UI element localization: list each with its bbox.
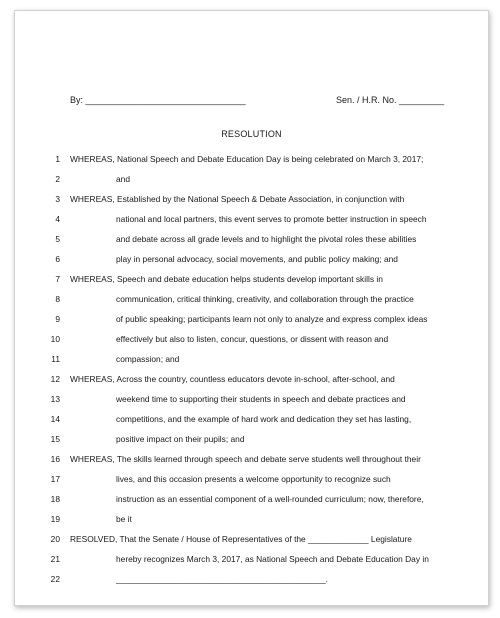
line-text: play in personal advocacy, social movements, and public policy making; and — [116, 254, 398, 264]
line-number: 5 — [55, 234, 60, 244]
sponsor-line: By: ________________________________ — [70, 95, 246, 105]
line-text: instruction as an essential component of a well-rounded curriculum; now, therefore, — [116, 494, 424, 504]
line-number: 15 — [50, 434, 60, 444]
line-text: WHEREAS, Across the country, countless educators devote in-school, after-school, and — [70, 374, 395, 384]
line-text: and — [116, 174, 130, 184]
line-text: WHEREAS, The skills learned through speech and debate serve students well throughout their — [70, 454, 421, 464]
line-number: 18 — [50, 494, 60, 504]
line-text: competitions, and the example of hard work and dedication they set has lasting, — [116, 414, 412, 424]
line-text: RESOLVED, That the Senate / House of Representatives of the _____________ Legislature — [70, 534, 412, 544]
line-number: 14 — [50, 414, 60, 424]
line-text: WHEREAS, Speech and debate education helps students develop important skills in — [70, 274, 383, 284]
line-number: 6 — [55, 254, 60, 264]
line-number: 10 — [50, 334, 60, 344]
line-number: 11 — [51, 354, 60, 364]
line-text: WHEREAS, National Speech and Debate Education Day is being celebrated on March 3, 2017; — [70, 154, 424, 164]
line-text: weekend time to supporting their students in speech and debate practices and — [116, 394, 406, 404]
line-text: compassion; and — [116, 354, 180, 364]
resolution-title: RESOLUTION — [221, 129, 282, 139]
line-text: WHEREAS, Established by the National Speech & Debate Association, in conjunction with — [70, 194, 405, 204]
line-number: 4 — [55, 214, 60, 224]
bill-number-line: Sen. / H.R. No. _________ — [336, 95, 445, 105]
line-text: national and local partners, this event serves to promote better instruction in speech — [116, 214, 427, 224]
line-number: 22 — [50, 574, 60, 584]
line-number: 8 — [55, 294, 60, 304]
line-number: 16 — [50, 454, 60, 464]
line-text: be it — [116, 514, 132, 524]
line-text: positive impact on their pupils; and — [116, 434, 245, 444]
line-text: effectively but also to listen, concur, questions, or dissent with reason and — [116, 334, 389, 344]
line-number: 1 — [55, 154, 60, 164]
line-number: 3 — [55, 194, 60, 204]
line-text: of public speaking; participants learn not only to analyze and express complex ideas — [116, 314, 428, 324]
line-number: 2 — [55, 174, 60, 184]
line-text: and debate across all grade levels and to highlight the pivotal roles these abilities — [116, 234, 417, 244]
line-text: lives, and this occasion presents a welcome opportunity to recognize such — [116, 474, 391, 484]
line-number: 12 — [50, 374, 60, 384]
line-number: 13 — [50, 394, 60, 404]
line-number: 9 — [55, 314, 60, 324]
line-text: hereby recognizes March 3, 2017, as National Speech and Debate Education Day in — [116, 554, 429, 564]
line-number: 7 — [55, 274, 60, 284]
line-number: 19 — [50, 514, 60, 524]
line-text: communication, critical thinking, creativity, and collaboration through the practice — [116, 294, 414, 304]
line-number: 21 — [50, 554, 60, 564]
line-text: _____________________________________________. — [116, 574, 328, 584]
document-page — [14, 10, 489, 606]
line-number: 17 — [50, 474, 60, 484]
line-number: 20 — [50, 534, 60, 544]
